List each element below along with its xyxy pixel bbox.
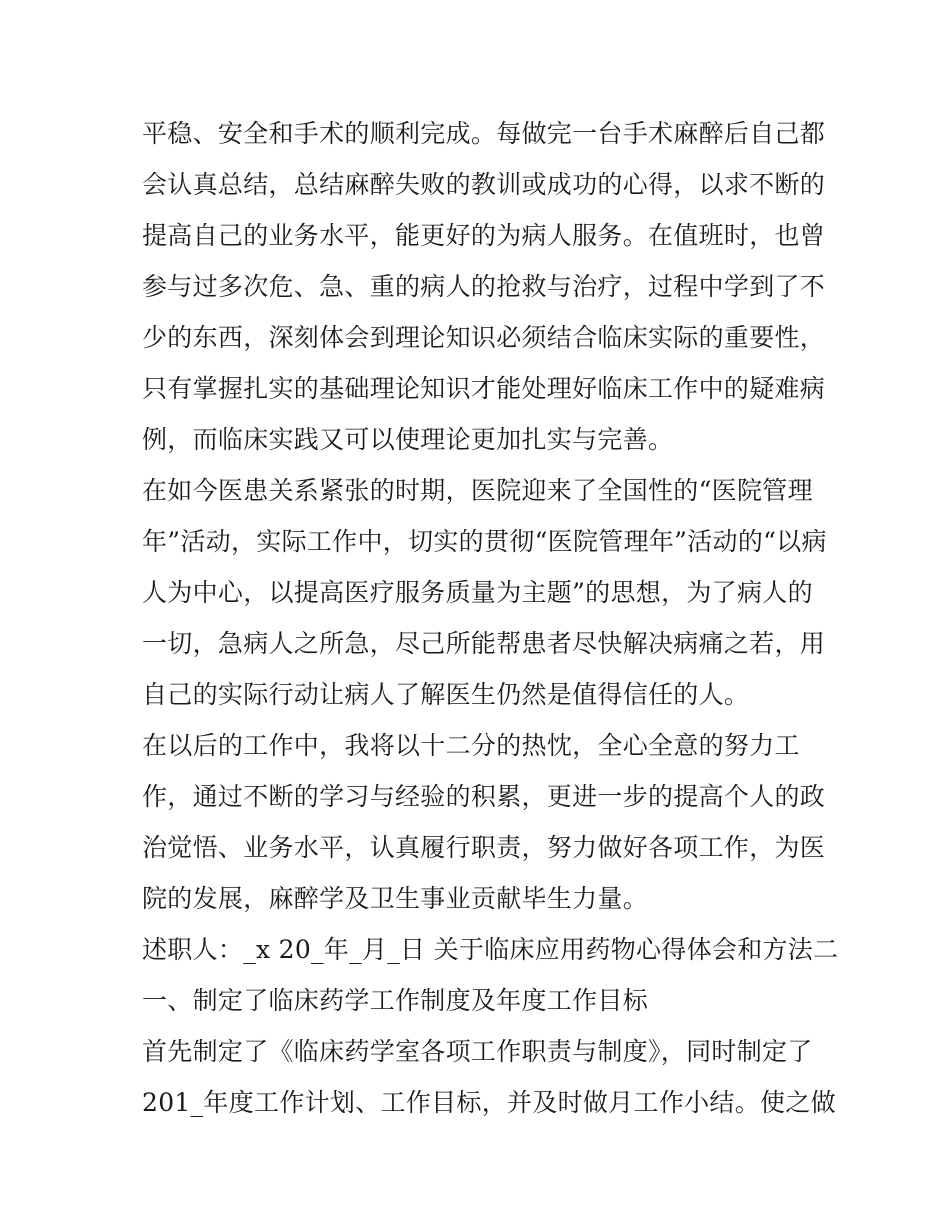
- text-line: 一、制定了临床药学工作制度及年度工作目标: [142, 986, 649, 1015]
- document-body: [142, 108, 839, 1128]
- text-line: 会认真总结，总结麻醉失败的教训或成功的心得，以求不断的: [142, 170, 826, 199]
- text-line: 参与过多次危、急、重的病人的抢救与治疗，过程中学到了不: [142, 272, 826, 301]
- text-line: 只有掌握扎实的基础理论知识才能处理好临床工作中的疑难病: [142, 374, 826, 403]
- text-line: 在以后的工作中，我将以十二分的热忱，全心全意的努力工: [142, 731, 800, 760]
- text-line: 年”活动，实际工作中，切实的贯彻“医院管理年”活动的“以病: [142, 527, 827, 556]
- text-line: 在如今医患关系紧张的时期，医院迎来了全国性的“医院管理: [142, 476, 813, 505]
- text-line: 院的发展，麻醉学及卫生事业贡献毕生力量。: [142, 884, 649, 913]
- text-line: 首先制定了《临床药学室各项工作职责与制度》，同时制定了: [142, 1037, 813, 1066]
- text-line: 自己的实际行动让病人了解医生仍然是值得信任的人。: [142, 680, 750, 709]
- text-line: 述职人：_x 20_年_月_日 关于临床应用药物心得体会和方法二: [142, 935, 839, 964]
- text-line: 人为中心，以提高医疗服务质量为主题”的思想，为了病人的: [142, 578, 813, 607]
- text-line: 少的东西，深刻体会到理论知识必须结合临床实际的重要性，: [142, 323, 826, 352]
- text-line: 治觉悟、业务水平，认真履行职责，努力做好各项工作，为医: [142, 833, 826, 862]
- text-line: 提高自己的业务水平，能更好的为病人服务。在值班时，也曾: [142, 221, 826, 250]
- text-line: 例，而临床实践又可以使理论更加扎实与完善。: [142, 425, 674, 454]
- text-line: 作，通过不断的学习与经验的积累，更进一步的提高个人的政: [142, 782, 826, 811]
- text-line: 平稳、安全和手术的顺利完成。每做完一台手术麻醉后自己都: [142, 119, 826, 148]
- text-line: 一切，急病人之所急，尽己所能帮患者尽快解决病痛之若，用: [142, 629, 826, 658]
- text-line: 201_年度工作计划、工作目标，并及时做月工作小结。使之做: [142, 1088, 836, 1117]
